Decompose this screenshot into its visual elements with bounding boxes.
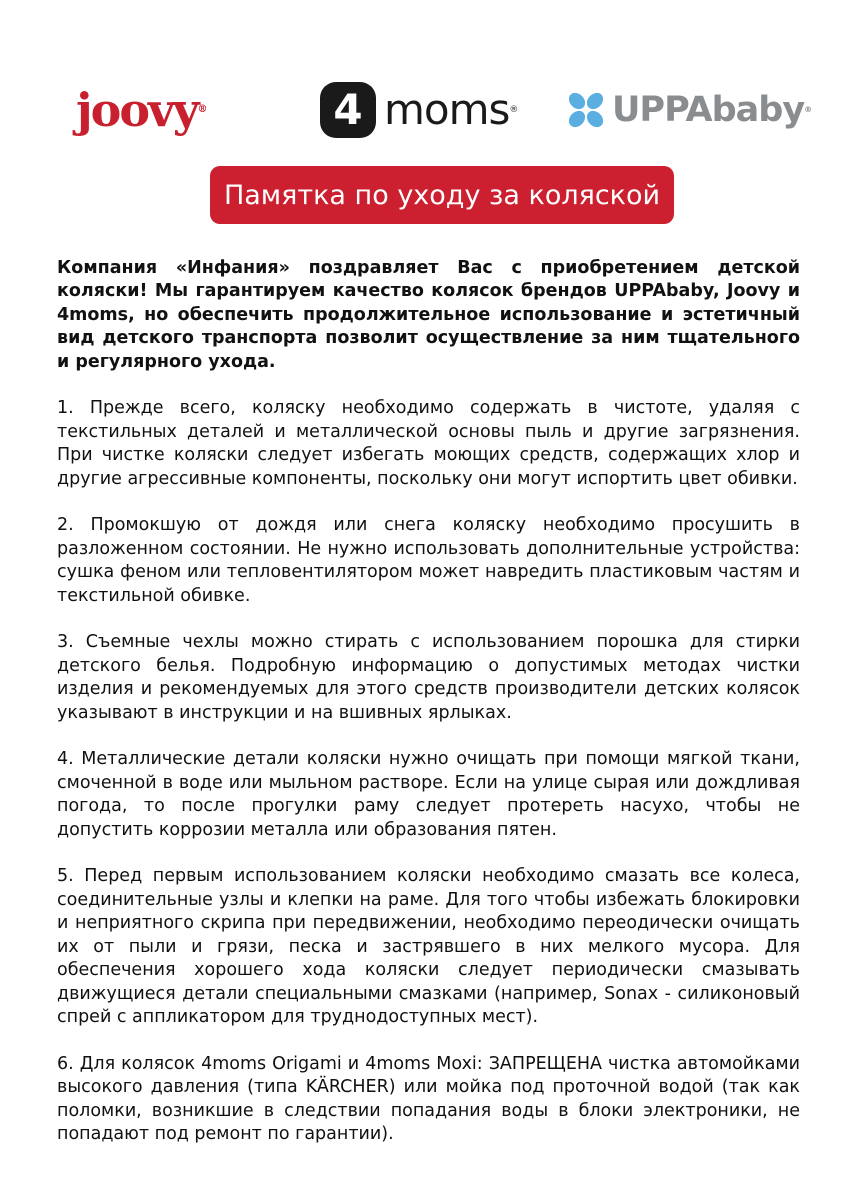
uppababy-logo bbox=[566, 88, 812, 132]
document-body bbox=[57, 257, 800, 1146]
care-item-3: 3. Съемные чехлы можно стирать с использованием порошка для стирки детского белья. Подробную информацию о допустимых методах чистки изделия и рекомендуемых для этого средств производители детских колясок указывают в инструкции и на вшивных ярлыках. bbox=[57, 632, 800, 723]
care-item-2: 2. Промокшую от дождя или снега коляску необходимо просушить в разложенном состоянии. Не нужно использовать дополнительные устройства: сушка феном или тепловентилятором может навредить пластиковым частям и текстильной обивке. bbox=[57, 515, 800, 606]
joovy-logo bbox=[76, 82, 207, 138]
uppababy-logo-text: UPPAbaby® bbox=[612, 90, 813, 130]
4moms-logo bbox=[320, 82, 518, 138]
4moms-logo-text: moms® bbox=[384, 85, 519, 134]
uppababy-flower-icon bbox=[566, 90, 606, 130]
title-banner bbox=[210, 166, 674, 224]
4moms-badge: 4 bbox=[320, 82, 376, 138]
care-item-4: 4. Металлические детали коляски нужно очищать при помощи мягкой ткани, смоченной в воде или мыльном растворе. Если на улице сырая или дождливая погода, то после прогулки раму следует протереть насухо, чтобы не допустить коррозии металла или образования пятен. bbox=[57, 749, 800, 840]
brand-logos bbox=[0, 78, 856, 148]
intro-paragraph: Компания «Инфания» поздравляет Вас с приобретением детской коляски! Мы гарантируем качество колясок брендов UPPAbaby, Joovy и 4moms, но обеспечить продолжительное использование и эстетичный вид детского транспорта позволит осуществление за ним тщательного и регулярного ухода. bbox=[57, 258, 800, 372]
joovy-logo-text: joovy® bbox=[76, 83, 208, 137]
care-item-5: 5. Перед первым использованием коляски необходимо смазать все колеса, соединительные узлы и клепки на раме. Для того чтобы избежать блокировки и неприятного скрипа при передвижении, необходимо переодически очищать их от пыли и грязи, песка и застрявшего в них мелкого мусора. Для обеспечения хорошего хода коляски следует периодически смазывать движущиеся детали специальными смазками (например, Sonax - силиконовый спрей с аппликатором для труднодоступных мест). bbox=[57, 866, 800, 1027]
care-item-6: 6. Для колясок 4moms Origami и 4moms Moxi: ЗАПРЕЩЕНА чистка автомойками высокого давления (типа KÄRCHER) или мойка под проточной водой (так как поломки, возникшие в следствии попадания воды в блоки электроники, не попадают под ремонт по гарантии). bbox=[57, 1053, 800, 1144]
care-item-1: 1. Прежде всего, коляску необходимо содержать в чистоте, удаляя с текстильных деталей и металлической основы пыль и другие загрязнения. При чистке коляски следует избегать моющих средств, содержащих хлор и другие агрессивные компоненты, поскольку они могут испортить цвет обивки. bbox=[57, 398, 800, 489]
page-title: Памятка по уходу за коляской bbox=[223, 179, 661, 211]
